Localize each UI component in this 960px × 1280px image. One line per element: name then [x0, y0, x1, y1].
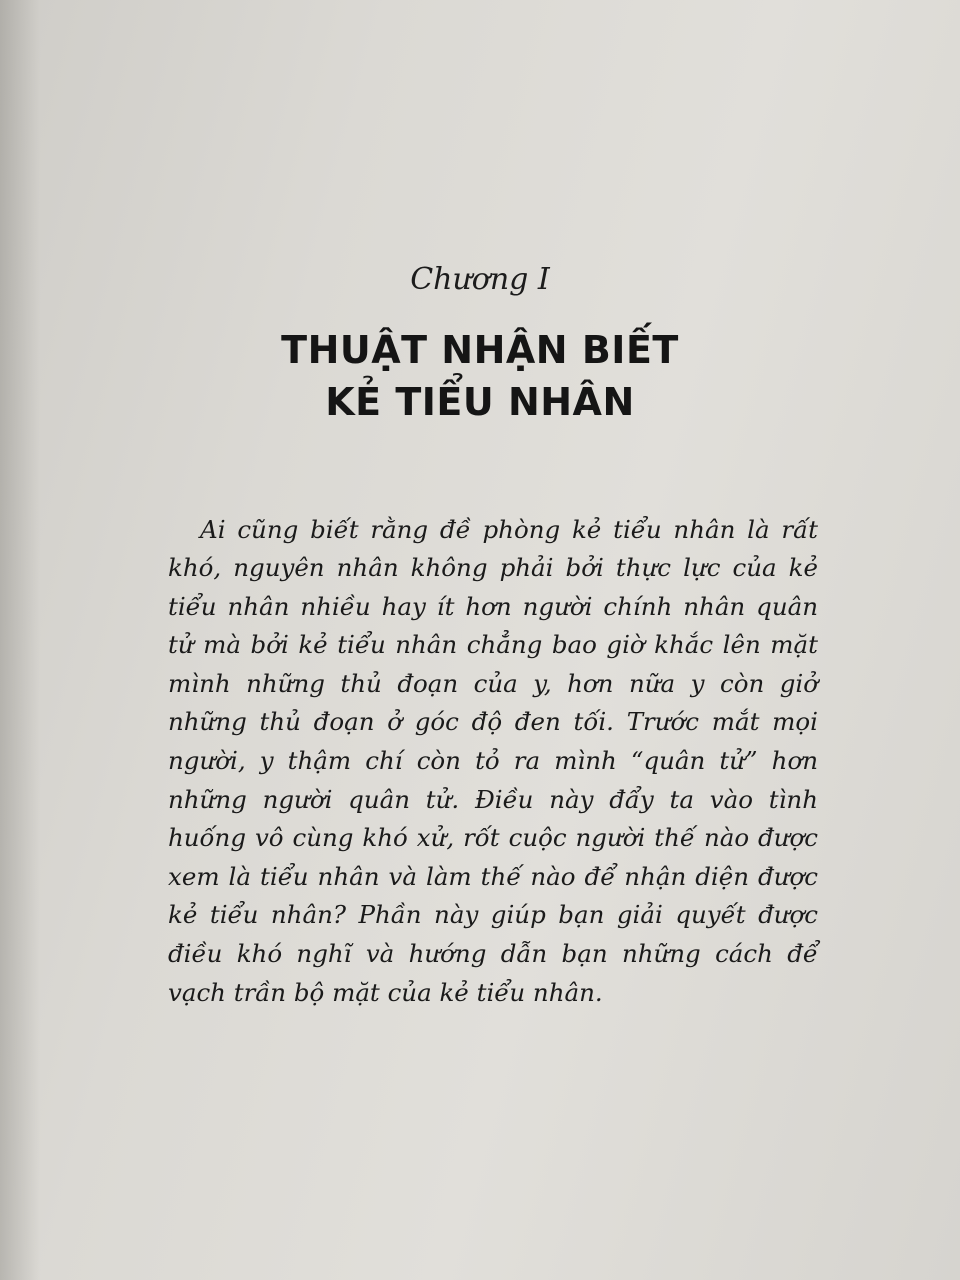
page-gutter-shadow [0, 0, 40, 1280]
chapter-label: Chương I [410, 262, 550, 297]
chapter-title-line-2: KẺ TIỂU NHÂN [325, 380, 635, 424]
chapter-intro-paragraph: Ai cũng biết rằng đề phòng kẻ tiểu nhân là rất khó, nguyên nhân không phải bởi thực lực của kẻ tiểu nhân nhiều hay ít hơn người chính nhân quân tử mà bởi kẻ tiểu nhân chẳng bao giờ khắc lên mặt mình những thủ đoạn của y, hơn nữa y còn giở những thủ đoạn ở góc độ đen tối. Trước mắt mọi người, y thậm chí còn tỏ ra mình “quân tử” hơn những người quân tử. Điều này đẩy ta vào tình huống vô cùng khó xử, rốt cuộc người thế nào được xem là tiểu nhân và làm thế nào để nhận diện được kẻ tiểu nhân? Phần này giúp bạn giải quyết được điều khó nghĩ và hướng dẫn bạn những cách để vạch trần bộ mặt của kẻ tiểu nhân. [168, 514, 818, 1007]
chapter-title-line-1: THUẬT NHẬN BIẾT [281, 328, 679, 372]
